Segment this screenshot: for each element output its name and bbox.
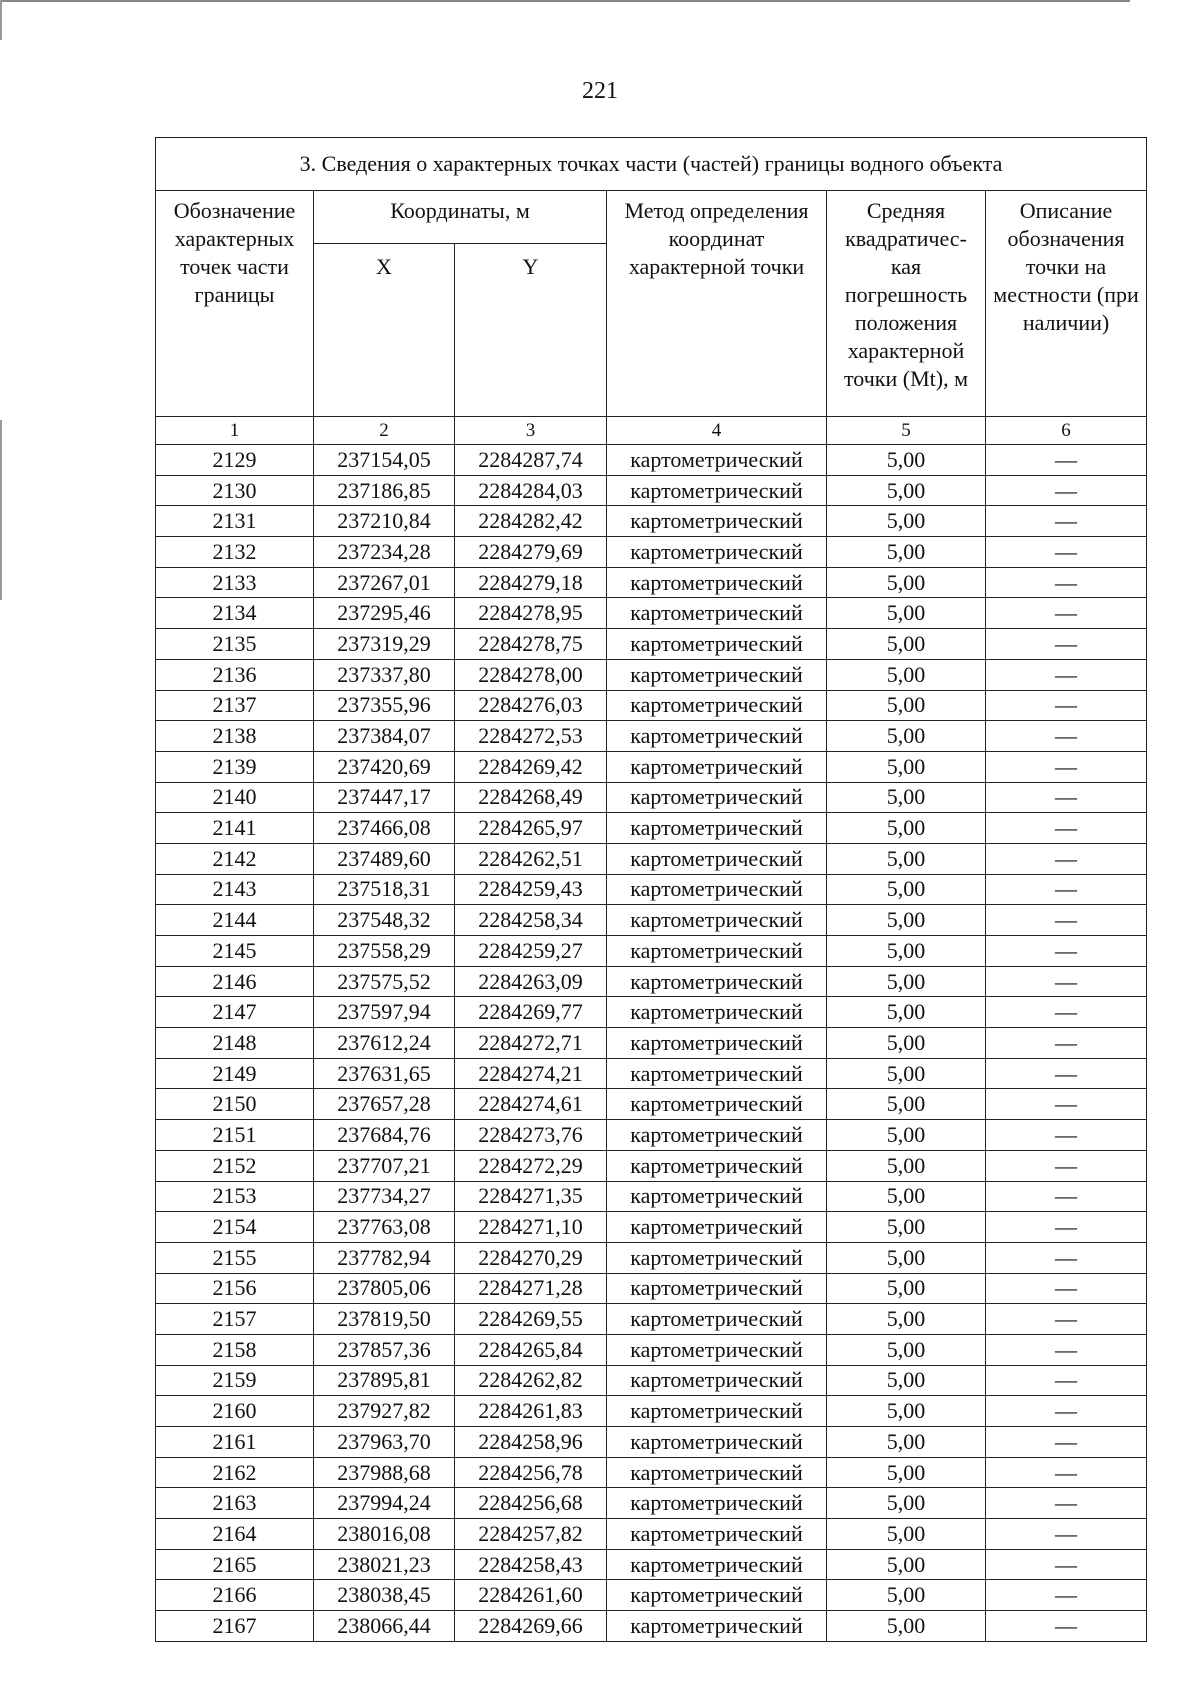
y-coordinate-cell: 2284270,29	[455, 1242, 607, 1273]
method-cell: картометрический	[607, 1181, 827, 1212]
error-cell: 5,00	[827, 1242, 986, 1273]
header-method: Метод определения координат характерной точки	[607, 191, 827, 417]
scan-edge-left	[0, 420, 2, 600]
scan-edge-top	[0, 0, 1130, 2]
y-coordinate-cell: 2284258,34	[455, 905, 607, 936]
x-coordinate-cell: 237963,70	[314, 1427, 455, 1458]
header-description: Описание обозначения точки на местности (при наличии)	[986, 191, 1147, 417]
point-id-cell: 2145	[156, 936, 314, 967]
table-row	[156, 1365, 1147, 1396]
error-cell: 5,00	[827, 1334, 986, 1365]
point-id-cell: 2167	[156, 1611, 314, 1642]
x-coordinate-cell: 237631,65	[314, 1058, 455, 1089]
y-coordinate-cell: 2284259,43	[455, 874, 607, 905]
point-id-cell: 2134	[156, 598, 314, 629]
x-coordinate-cell: 237489,60	[314, 843, 455, 874]
table-row	[156, 1028, 1147, 1059]
point-id-cell: 2151	[156, 1120, 314, 1151]
point-id-cell: 2132	[156, 537, 314, 568]
description-cell: —	[986, 1120, 1147, 1151]
description-cell: —	[986, 1611, 1147, 1642]
point-id-cell: 2138	[156, 721, 314, 752]
description-cell: —	[986, 1212, 1147, 1243]
y-coordinate-cell: 2284261,83	[455, 1396, 607, 1427]
column-number: 2	[314, 417, 455, 445]
point-id-cell: 2150	[156, 1089, 314, 1120]
table-row	[156, 1334, 1147, 1365]
description-cell: —	[986, 1427, 1147, 1458]
error-cell: 5,00	[827, 475, 986, 506]
error-cell: 5,00	[827, 843, 986, 874]
y-coordinate-cell: 2284272,71	[455, 1028, 607, 1059]
x-coordinate-cell: 237707,21	[314, 1150, 455, 1181]
table-row	[156, 475, 1147, 506]
error-cell: 5,00	[827, 537, 986, 568]
error-cell: 5,00	[827, 629, 986, 660]
x-coordinate-cell: 237805,06	[314, 1273, 455, 1304]
description-cell: —	[986, 690, 1147, 721]
error-cell: 5,00	[827, 567, 986, 598]
y-coordinate-cell: 2284258,96	[455, 1427, 607, 1458]
description-cell: —	[986, 813, 1147, 844]
table-row	[156, 905, 1147, 936]
method-cell: картометрический	[607, 1150, 827, 1181]
error-cell: 5,00	[827, 1273, 986, 1304]
error-cell: 5,00	[827, 966, 986, 997]
y-coordinate-cell: 2284268,49	[455, 782, 607, 813]
description-cell: —	[986, 1334, 1147, 1365]
y-coordinate-cell: 2284269,42	[455, 751, 607, 782]
description-cell: —	[986, 1242, 1147, 1273]
y-coordinate-cell: 2284287,74	[455, 445, 607, 476]
y-coordinate-cell: 2284262,51	[455, 843, 607, 874]
x-coordinate-cell: 237657,28	[314, 1089, 455, 1120]
error-cell: 5,00	[827, 445, 986, 476]
description-cell: —	[986, 506, 1147, 537]
description-cell: —	[986, 751, 1147, 782]
description-cell: —	[986, 1365, 1147, 1396]
description-cell: —	[986, 445, 1147, 476]
y-coordinate-cell: 2284258,43	[455, 1549, 607, 1580]
error-cell: 5,00	[827, 1427, 986, 1458]
y-coordinate-cell: 2284269,66	[455, 1611, 607, 1642]
table-row	[156, 721, 1147, 752]
method-cell: картометрический	[607, 874, 827, 905]
method-cell: картометрический	[607, 905, 827, 936]
error-cell: 5,00	[827, 997, 986, 1028]
point-id-cell: 2161	[156, 1427, 314, 1458]
error-cell: 5,00	[827, 1212, 986, 1243]
description-cell: —	[986, 1519, 1147, 1550]
description-cell: —	[986, 475, 1147, 506]
description-cell: —	[986, 721, 1147, 752]
x-coordinate-cell: 237558,29	[314, 936, 455, 967]
method-cell: картометрический	[607, 966, 827, 997]
point-id-cell: 2164	[156, 1519, 314, 1550]
error-cell: 5,00	[827, 659, 986, 690]
y-coordinate-cell: 2284278,75	[455, 629, 607, 660]
point-id-cell: 2153	[156, 1181, 314, 1212]
y-coordinate-cell: 2284259,27	[455, 936, 607, 967]
table-title: 3. Сведения о характерных точках части (частей) границы водного объекта	[156, 138, 1147, 191]
table-row	[156, 813, 1147, 844]
point-id-cell: 2148	[156, 1028, 314, 1059]
method-cell: картометрический	[607, 1120, 827, 1151]
point-id-cell: 2144	[156, 905, 314, 936]
point-id-cell: 2165	[156, 1549, 314, 1580]
point-id-cell: 2149	[156, 1058, 314, 1089]
method-cell: картометрический	[607, 1058, 827, 1089]
x-coordinate-cell: 237927,82	[314, 1396, 455, 1427]
table-row	[156, 1457, 1147, 1488]
error-cell: 5,00	[827, 1365, 986, 1396]
method-cell: картометрический	[607, 1611, 827, 1642]
x-coordinate-cell: 237857,36	[314, 1334, 455, 1365]
table-row	[156, 1549, 1147, 1580]
description-cell: —	[986, 598, 1147, 629]
table-row	[156, 1396, 1147, 1427]
y-coordinate-cell: 2284279,69	[455, 537, 607, 568]
y-coordinate-cell: 2284257,82	[455, 1519, 607, 1550]
method-cell: картометрический	[607, 506, 827, 537]
method-cell: картометрический	[607, 843, 827, 874]
description-cell: —	[986, 537, 1147, 568]
description-cell: —	[986, 1181, 1147, 1212]
page-number: 221	[582, 78, 618, 104]
y-coordinate-cell: 2284274,21	[455, 1058, 607, 1089]
point-id-cell: 2131	[156, 506, 314, 537]
y-coordinate-cell: 2284256,78	[455, 1457, 607, 1488]
method-cell: картометрический	[607, 445, 827, 476]
column-numbers-row	[156, 417, 1147, 445]
method-cell: картометрический	[607, 782, 827, 813]
error-cell: 5,00	[827, 1488, 986, 1519]
point-id-cell: 2162	[156, 1457, 314, 1488]
error-cell: 5,00	[827, 721, 986, 752]
method-cell: картометрический	[607, 1304, 827, 1335]
error-cell: 5,00	[827, 751, 986, 782]
error-cell: 5,00	[827, 874, 986, 905]
error-cell: 5,00	[827, 1120, 986, 1151]
header-point: Обозначение характерных точек части границы	[156, 191, 314, 417]
x-coordinate-cell: 237234,28	[314, 537, 455, 568]
error-cell: 5,00	[827, 1549, 986, 1580]
column-number: 1	[156, 417, 314, 445]
method-cell: картометрический	[607, 1549, 827, 1580]
point-id-cell: 2157	[156, 1304, 314, 1335]
y-coordinate-cell: 2284271,10	[455, 1212, 607, 1243]
point-id-cell: 2155	[156, 1242, 314, 1273]
table-row	[156, 997, 1147, 1028]
y-coordinate-cell: 2284278,00	[455, 659, 607, 690]
description-cell: —	[986, 1304, 1147, 1335]
y-coordinate-cell: 2284284,03	[455, 475, 607, 506]
method-cell: картометрический	[607, 1334, 827, 1365]
description-cell: —	[986, 905, 1147, 936]
table-row	[156, 1580, 1147, 1611]
method-cell: картометрический	[607, 629, 827, 660]
error-cell: 5,00	[827, 1611, 986, 1642]
point-id-cell: 2141	[156, 813, 314, 844]
x-coordinate-cell: 238016,08	[314, 1519, 455, 1550]
x-coordinate-cell: 237154,05	[314, 445, 455, 476]
table-row	[156, 1488, 1147, 1519]
method-cell: картометрический	[607, 813, 827, 844]
error-cell: 5,00	[827, 1028, 986, 1059]
x-coordinate-cell: 237319,29	[314, 629, 455, 660]
table-row	[156, 1242, 1147, 1273]
table-row	[156, 1273, 1147, 1304]
error-cell: 5,00	[827, 1058, 986, 1089]
x-coordinate-cell: 237575,52	[314, 966, 455, 997]
table-row	[156, 1519, 1147, 1550]
description-cell: —	[986, 659, 1147, 690]
point-id-cell: 2142	[156, 843, 314, 874]
x-coordinate-cell: 237267,01	[314, 567, 455, 598]
point-id-cell: 2133	[156, 567, 314, 598]
x-coordinate-cell: 237597,94	[314, 997, 455, 1028]
x-coordinate-cell: 237782,94	[314, 1242, 455, 1273]
method-cell: картометрический	[607, 1242, 827, 1273]
y-coordinate-cell: 2284265,84	[455, 1334, 607, 1365]
x-coordinate-cell: 237819,50	[314, 1304, 455, 1335]
table-row	[156, 874, 1147, 905]
point-id-cell: 2137	[156, 690, 314, 721]
table-row	[156, 1212, 1147, 1243]
point-id-cell: 2160	[156, 1396, 314, 1427]
point-id-cell: 2152	[156, 1150, 314, 1181]
point-id-cell: 2136	[156, 659, 314, 690]
table-row	[156, 598, 1147, 629]
description-cell: —	[986, 843, 1147, 874]
scan-edge-left	[0, 0, 2, 40]
table-row	[156, 567, 1147, 598]
description-cell: —	[986, 1457, 1147, 1488]
y-coordinate-cell: 2284262,82	[455, 1365, 607, 1396]
error-cell: 5,00	[827, 598, 986, 629]
header-y: Y	[455, 244, 607, 417]
x-coordinate-cell: 238021,23	[314, 1549, 455, 1580]
x-coordinate-cell: 237466,08	[314, 813, 455, 844]
x-coordinate-cell: 237763,08	[314, 1212, 455, 1243]
table-row	[156, 1427, 1147, 1458]
error-cell: 5,00	[827, 1457, 986, 1488]
y-coordinate-cell: 2284269,55	[455, 1304, 607, 1335]
point-id-cell: 2156	[156, 1273, 314, 1304]
description-cell: —	[986, 966, 1147, 997]
error-cell: 5,00	[827, 813, 986, 844]
point-id-cell: 2140	[156, 782, 314, 813]
point-id-cell: 2147	[156, 997, 314, 1028]
table-row	[156, 445, 1147, 476]
table-row	[156, 1089, 1147, 1120]
description-cell: —	[986, 1028, 1147, 1059]
point-id-cell: 2143	[156, 874, 314, 905]
header-coordinates: Координаты, м	[314, 191, 607, 244]
error-cell: 5,00	[827, 690, 986, 721]
description-cell: —	[986, 997, 1147, 1028]
y-coordinate-cell: 2284279,18	[455, 567, 607, 598]
y-coordinate-cell: 2284271,28	[455, 1273, 607, 1304]
description-cell: —	[986, 782, 1147, 813]
point-id-cell: 2166	[156, 1580, 314, 1611]
method-cell: картометрический	[607, 1028, 827, 1059]
header-error: Средняя квадратичес-кая погрешность положения характерной точки (Mt), м	[827, 191, 986, 417]
error-cell: 5,00	[827, 1181, 986, 1212]
description-cell: —	[986, 1488, 1147, 1519]
x-coordinate-cell: 237447,17	[314, 782, 455, 813]
table-row	[156, 506, 1147, 537]
header-x: X	[314, 244, 455, 417]
description-cell: —	[986, 1273, 1147, 1304]
method-cell: картометрический	[607, 721, 827, 752]
table-body	[156, 445, 1147, 1642]
error-cell: 5,00	[827, 1089, 986, 1120]
column-number: 6	[986, 417, 1147, 445]
point-id-cell: 2146	[156, 966, 314, 997]
x-coordinate-cell: 237734,27	[314, 1181, 455, 1212]
table-row	[156, 1304, 1147, 1335]
description-cell: —	[986, 567, 1147, 598]
y-coordinate-cell: 2284263,09	[455, 966, 607, 997]
x-coordinate-cell: 237420,69	[314, 751, 455, 782]
point-id-cell: 2130	[156, 475, 314, 506]
description-cell: —	[986, 629, 1147, 660]
y-coordinate-cell: 2284269,77	[455, 997, 607, 1028]
description-cell: —	[986, 1396, 1147, 1427]
error-cell: 5,00	[827, 1580, 986, 1611]
x-coordinate-cell: 237295,46	[314, 598, 455, 629]
column-number: 5	[827, 417, 986, 445]
x-coordinate-cell: 237384,07	[314, 721, 455, 752]
x-coordinate-cell: 237518,31	[314, 874, 455, 905]
table-row	[156, 690, 1147, 721]
error-cell: 5,00	[827, 506, 986, 537]
point-id-cell: 2135	[156, 629, 314, 660]
y-coordinate-cell: 2284278,95	[455, 598, 607, 629]
y-coordinate-cell: 2284276,03	[455, 690, 607, 721]
error-cell: 5,00	[827, 782, 986, 813]
error-cell: 5,00	[827, 1150, 986, 1181]
table-row	[156, 629, 1147, 660]
table-row	[156, 1181, 1147, 1212]
method-cell: картометрический	[607, 1488, 827, 1519]
y-coordinate-cell: 2284271,35	[455, 1181, 607, 1212]
x-coordinate-cell: 237684,76	[314, 1120, 455, 1151]
y-coordinate-cell: 2284261,60	[455, 1580, 607, 1611]
error-cell: 5,00	[827, 905, 986, 936]
description-cell: —	[986, 874, 1147, 905]
description-cell: —	[986, 936, 1147, 967]
description-cell: —	[986, 1549, 1147, 1580]
description-cell: —	[986, 1058, 1147, 1089]
y-coordinate-cell: 2284272,29	[455, 1150, 607, 1181]
description-cell: —	[986, 1580, 1147, 1611]
point-id-cell: 2154	[156, 1212, 314, 1243]
x-coordinate-cell: 237895,81	[314, 1365, 455, 1396]
table-row	[156, 1120, 1147, 1151]
method-cell: картометрический	[607, 1519, 827, 1550]
x-coordinate-cell: 237994,24	[314, 1488, 455, 1519]
table-row	[156, 1611, 1147, 1642]
x-coordinate-cell: 237548,32	[314, 905, 455, 936]
column-number: 4	[607, 417, 827, 445]
y-coordinate-cell: 2284265,97	[455, 813, 607, 844]
y-coordinate-cell: 2284256,68	[455, 1488, 607, 1519]
description-cell: —	[986, 1089, 1147, 1120]
method-cell: картометрический	[607, 475, 827, 506]
method-cell: картометрический	[607, 997, 827, 1028]
table-row	[156, 1058, 1147, 1089]
x-coordinate-cell: 237355,96	[314, 690, 455, 721]
method-cell: картометрический	[607, 690, 827, 721]
method-cell: картометрический	[607, 659, 827, 690]
table-row	[156, 966, 1147, 997]
method-cell: картометрический	[607, 1427, 827, 1458]
error-cell: 5,00	[827, 1396, 986, 1427]
method-cell: картометрический	[607, 1457, 827, 1488]
method-cell: картометрический	[607, 1396, 827, 1427]
y-coordinate-cell: 2284274,61	[455, 1089, 607, 1120]
table-row	[156, 936, 1147, 967]
method-cell: картометрический	[607, 751, 827, 782]
error-cell: 5,00	[827, 1519, 986, 1550]
method-cell: картометрический	[607, 1580, 827, 1611]
x-coordinate-cell: 237186,85	[314, 475, 455, 506]
y-coordinate-cell: 2284272,53	[455, 721, 607, 752]
table-row	[156, 782, 1147, 813]
table-row	[156, 843, 1147, 874]
method-cell: картометрический	[607, 1365, 827, 1396]
table-row	[156, 751, 1147, 782]
y-coordinate-cell: 2284282,42	[455, 506, 607, 537]
point-id-cell: 2139	[156, 751, 314, 782]
y-coordinate-cell: 2284273,76	[455, 1120, 607, 1151]
method-cell: картометрический	[607, 1089, 827, 1120]
x-coordinate-cell: 238038,45	[314, 1580, 455, 1611]
point-id-cell: 2158	[156, 1334, 314, 1365]
method-cell: картометрический	[607, 1212, 827, 1243]
table-row	[156, 537, 1147, 568]
error-cell: 5,00	[827, 936, 986, 967]
x-coordinate-cell: 237612,24	[314, 1028, 455, 1059]
method-cell: картометрический	[607, 936, 827, 967]
x-coordinate-cell: 237210,84	[314, 506, 455, 537]
method-cell: картометрический	[607, 1273, 827, 1304]
point-id-cell: 2163	[156, 1488, 314, 1519]
error-cell: 5,00	[827, 1304, 986, 1335]
x-coordinate-cell: 238066,44	[314, 1611, 455, 1642]
point-id-cell: 2159	[156, 1365, 314, 1396]
description-cell: —	[986, 1150, 1147, 1181]
point-id-cell: 2129	[156, 445, 314, 476]
column-number: 3	[455, 417, 607, 445]
method-cell: картометрический	[607, 567, 827, 598]
table-row	[156, 1150, 1147, 1181]
table-row	[156, 659, 1147, 690]
method-cell: картометрический	[607, 537, 827, 568]
boundary-points-table	[155, 137, 1147, 1642]
x-coordinate-cell: 237337,80	[314, 659, 455, 690]
method-cell: картометрический	[607, 598, 827, 629]
x-coordinate-cell: 237988,68	[314, 1457, 455, 1488]
